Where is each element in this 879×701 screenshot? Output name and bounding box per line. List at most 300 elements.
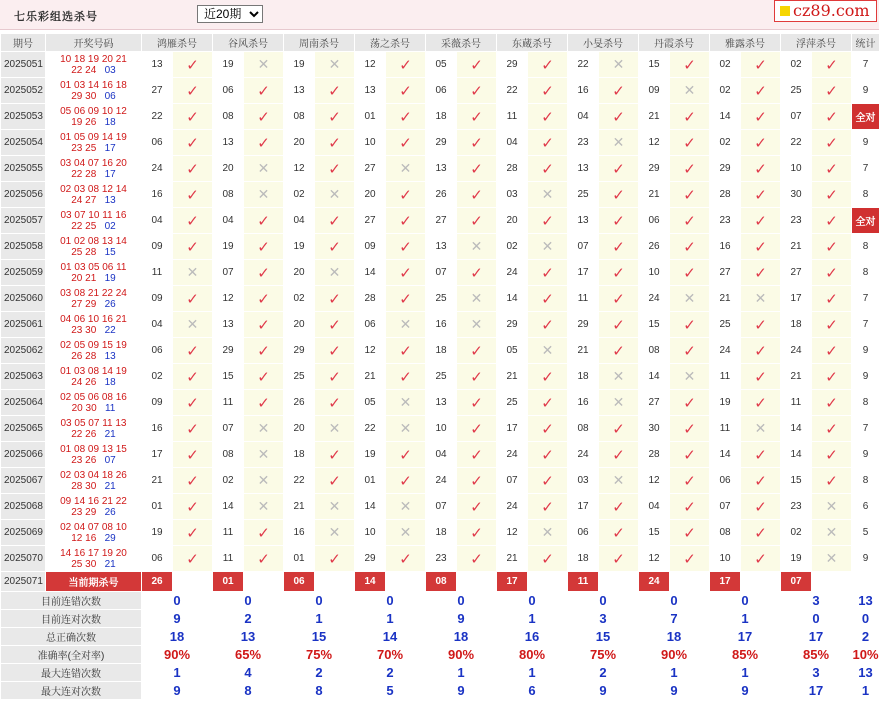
draw-numbers-main: 03 04 07 16 20 xyxy=(60,157,127,169)
draw-numbers-cell xyxy=(46,416,142,442)
table-row xyxy=(1,468,879,494)
kill-number-cell: 28 xyxy=(497,156,528,182)
spacer xyxy=(96,299,104,310)
kill-number-cell: 23 xyxy=(710,208,741,234)
check-icon: ✓ xyxy=(528,286,568,312)
check-icon: ✓ xyxy=(244,312,284,338)
draw-numbers-main: 01 08 09 13 15 xyxy=(60,443,127,455)
stats-value: 14 xyxy=(355,628,426,646)
stats-value: 2 xyxy=(355,664,426,682)
check-icon: ✓ xyxy=(741,52,781,78)
kill-number-cell: 27 xyxy=(355,208,386,234)
draw-numbers-cell xyxy=(46,546,142,572)
kill-number-cell: 22 xyxy=(781,130,812,156)
draw-numbers-main: 02 04 07 08 10 xyxy=(60,521,127,533)
table-row xyxy=(1,52,879,78)
kill-number-cell: 08 xyxy=(213,104,244,130)
check-icon: ✓ xyxy=(315,312,355,338)
kill-number-cell: 04 xyxy=(284,208,315,234)
total-cell: 6 xyxy=(852,494,879,520)
check-icon: ✓ xyxy=(599,208,639,234)
check-icon: ✓ xyxy=(812,442,852,468)
stats-value: 1 xyxy=(710,610,781,628)
check-icon: ✓ xyxy=(599,260,639,286)
kill-number-cell: 01 xyxy=(284,546,315,572)
spacer xyxy=(96,559,104,570)
table-row xyxy=(1,312,879,338)
kill-number-cell: 24 xyxy=(426,468,457,494)
check-icon: ✓ xyxy=(599,182,639,208)
column-header-expert[interactable]: 浮萍杀号 xyxy=(781,34,852,52)
check-icon: ✓ xyxy=(244,390,284,416)
check-icon: ✓ xyxy=(244,364,284,390)
kill-number-cell: 19 xyxy=(213,52,244,78)
draw-numbers-tail: 24 27 xyxy=(71,194,97,206)
draw-numbers-cell xyxy=(46,286,142,312)
column-header-expert[interactable]: 东蔵杀号 xyxy=(497,34,568,52)
draw-numbers-main: 03 07 10 11 16 xyxy=(60,209,127,221)
check-icon: ✓ xyxy=(812,468,852,494)
stats-value: 1 xyxy=(355,610,426,628)
draw-numbers-main: 01 03 08 14 19 xyxy=(60,365,127,377)
period-range-select[interactable] xyxy=(197,5,263,23)
check-icon: ✓ xyxy=(315,286,355,312)
check-icon: ✓ xyxy=(741,338,781,364)
stats-value: 15 xyxy=(284,628,355,646)
kill-number-cell: 15 xyxy=(639,312,670,338)
kill-number-cell: 23 xyxy=(781,494,812,520)
kill-number-cell: 06 xyxy=(355,312,386,338)
cross-icon: ✕ xyxy=(599,468,639,494)
draw-numbers-cell xyxy=(46,468,142,494)
stats-row xyxy=(1,664,879,682)
kill-number-cell: 27 xyxy=(142,78,173,104)
draw-numbers-tail: 22 24 xyxy=(71,64,97,76)
check-icon: ✓ xyxy=(670,234,710,260)
spacer xyxy=(96,429,104,440)
kill-number-cell: 12 xyxy=(639,546,670,572)
check-icon: ✓ xyxy=(457,104,497,130)
kill-number-cell: 26 xyxy=(639,234,670,260)
draw-numbers-main: 01 03 14 16 18 xyxy=(60,79,127,91)
period-cell: 2025053 xyxy=(1,104,46,130)
check-icon: ✓ xyxy=(528,494,568,520)
check-icon: ✓ xyxy=(386,546,426,572)
kill-number-cell: 06 xyxy=(710,468,741,494)
stats-value: 0 xyxy=(781,610,852,628)
column-header-expert[interactable]: 谷风杀号 xyxy=(213,34,284,52)
stats-value: 75% xyxy=(568,646,639,664)
cross-icon: ✕ xyxy=(386,390,426,416)
kill-number-cell: 25 xyxy=(710,312,741,338)
check-icon: ✓ xyxy=(741,156,781,182)
current-kill-number: 01 xyxy=(213,572,244,592)
check-icon: ✓ xyxy=(457,468,497,494)
check-icon: ✓ xyxy=(173,364,213,390)
check-icon: ✓ xyxy=(457,520,497,546)
cross-icon: ✕ xyxy=(315,520,355,546)
column-header-expert[interactable]: 荡之杀号 xyxy=(355,34,426,52)
check-icon: ✓ xyxy=(457,494,497,520)
spacer xyxy=(96,247,104,258)
check-icon: ✓ xyxy=(599,494,639,520)
stats-value: 0 xyxy=(355,592,426,610)
kill-number-cell: 02 xyxy=(710,52,741,78)
kill-number-cell: 13 xyxy=(568,208,599,234)
current-kill-blank xyxy=(386,572,426,592)
kill-number-cell: 20 xyxy=(497,208,528,234)
check-icon: ✓ xyxy=(741,494,781,520)
stats-value: 3 xyxy=(568,610,639,628)
kill-number-cell: 22 xyxy=(284,468,315,494)
kill-number-cell: 27 xyxy=(355,156,386,182)
check-icon: ✓ xyxy=(812,260,852,286)
check-icon: ✓ xyxy=(741,208,781,234)
check-icon: ✓ xyxy=(741,520,781,546)
draw-numbers-cell xyxy=(46,494,142,520)
check-icon: ✓ xyxy=(457,416,497,442)
period-cell: 2025070 xyxy=(1,546,46,572)
kill-number-cell: 14 xyxy=(710,442,741,468)
draw-numbers-cell xyxy=(46,130,142,156)
draw-numbers-tail: 29 30 xyxy=(71,90,97,102)
kill-number-cell: 22 xyxy=(568,52,599,78)
check-icon: ✓ xyxy=(386,52,426,78)
stats-value: 0 xyxy=(142,592,213,610)
kill-number-cell: 09 xyxy=(142,390,173,416)
draw-numbers-tail: 23 26 xyxy=(71,454,97,466)
check-icon: ✓ xyxy=(670,546,710,572)
table-row xyxy=(1,78,879,104)
kill-number-cell: 29 xyxy=(284,338,315,364)
kill-number-cell: 06 xyxy=(142,338,173,364)
stats-value: 2 xyxy=(568,664,639,682)
check-icon: ✓ xyxy=(173,182,213,208)
check-icon: ✓ xyxy=(528,468,568,494)
cross-icon: ✕ xyxy=(599,52,639,78)
stats-value: 7 xyxy=(639,610,710,628)
cross-icon: ✕ xyxy=(812,546,852,572)
stats-value: 0 xyxy=(639,592,710,610)
current-kill-number: 17 xyxy=(497,572,528,592)
check-icon: ✓ xyxy=(812,234,852,260)
check-icon: ✓ xyxy=(315,442,355,468)
check-icon: ✓ xyxy=(315,104,355,130)
table-row xyxy=(1,390,879,416)
kill-number-cell: 15 xyxy=(781,468,812,494)
cross-icon: ✕ xyxy=(386,520,426,546)
table-row xyxy=(1,364,879,390)
kill-number-cell: 18 xyxy=(568,546,599,572)
logo-text: cz89.com xyxy=(793,1,870,20)
total-cell: 7 xyxy=(852,156,879,182)
stats-value: 17 xyxy=(781,628,852,646)
kill-number-cell: 17 xyxy=(781,286,812,312)
kill-number-cell: 11 xyxy=(497,104,528,130)
check-icon: ✓ xyxy=(244,104,284,130)
check-icon: ✓ xyxy=(528,52,568,78)
column-header-expert[interactable]: 小旻杀号 xyxy=(568,34,639,52)
kill-number-cell: 09 xyxy=(142,234,173,260)
current-kill-number: 14 xyxy=(355,572,386,592)
stats-value: 0 xyxy=(710,592,781,610)
kill-number-cell: 07 xyxy=(568,234,599,260)
check-icon: ✓ xyxy=(599,338,639,364)
check-icon: ✓ xyxy=(386,468,426,494)
check-icon: ✓ xyxy=(315,78,355,104)
draw-special-number: 17 xyxy=(104,142,116,154)
check-icon: ✓ xyxy=(315,130,355,156)
kill-number-cell: 02 xyxy=(781,520,812,546)
check-icon: ✓ xyxy=(173,390,213,416)
column-header-expert[interactable]: 鸿雁杀号 xyxy=(142,34,213,52)
kill-number-cell: 18 xyxy=(426,104,457,130)
check-icon: ✓ xyxy=(670,104,710,130)
stats-value: 90% xyxy=(142,646,213,664)
current-kill-blank xyxy=(315,572,355,592)
column-header-expert[interactable]: 周南杀号 xyxy=(284,34,355,52)
kill-number-cell: 24 xyxy=(497,442,528,468)
check-icon: ✓ xyxy=(670,208,710,234)
stats-value: 18 xyxy=(426,628,497,646)
spacer xyxy=(97,403,105,414)
kill-number-cell: 02 xyxy=(781,52,812,78)
stats-total: 1 xyxy=(852,682,879,700)
check-icon: ✓ xyxy=(173,520,213,546)
cross-icon: ✕ xyxy=(315,494,355,520)
cross-icon: ✕ xyxy=(244,494,284,520)
kill-number-cell: 02 xyxy=(497,234,528,260)
check-icon: ✓ xyxy=(812,312,852,338)
check-icon: ✓ xyxy=(173,494,213,520)
logo-square-icon xyxy=(780,6,790,16)
kill-number-cell: 04 xyxy=(497,130,528,156)
cross-icon: ✕ xyxy=(244,156,284,182)
draw-numbers-cell xyxy=(46,338,142,364)
check-icon: ✓ xyxy=(812,286,852,312)
draw-special-number: 26 xyxy=(104,298,116,310)
kill-number-table xyxy=(0,33,879,700)
current-kill-label: 当前期杀号 xyxy=(46,572,142,592)
kill-number-cell: 21 xyxy=(497,546,528,572)
draw-numbers-main: 02 03 04 18 26 xyxy=(60,469,127,481)
total-cell: 9 xyxy=(852,442,879,468)
kill-number-cell: 23 xyxy=(781,208,812,234)
table-row xyxy=(1,494,879,520)
stats-value: 1 xyxy=(284,610,355,628)
check-icon: ✓ xyxy=(173,156,213,182)
cross-icon: ✕ xyxy=(741,286,781,312)
check-icon: ✓ xyxy=(670,390,710,416)
check-icon: ✓ xyxy=(528,364,568,390)
kill-number-cell: 04 xyxy=(568,104,599,130)
kill-number-cell: 23 xyxy=(568,130,599,156)
stats-value: 9 xyxy=(568,682,639,700)
kill-number-cell: 14 xyxy=(710,104,741,130)
kill-number-cell: 11 xyxy=(213,390,244,416)
kill-number-cell: 11 xyxy=(781,390,812,416)
kill-number-cell: 12 xyxy=(355,52,386,78)
check-icon: ✓ xyxy=(812,78,852,104)
kill-number-cell: 17 xyxy=(497,416,528,442)
kill-number-cell: 06 xyxy=(568,520,599,546)
kill-number-cell: 16 xyxy=(142,182,173,208)
cross-icon: ✕ xyxy=(670,286,710,312)
draw-numbers-tail: 25 28 xyxy=(71,246,97,258)
stats-value: 9 xyxy=(426,682,497,700)
column-header-expert[interactable]: 丹霞杀号 xyxy=(639,34,710,52)
spacer xyxy=(96,377,104,388)
check-icon: ✓ xyxy=(528,156,568,182)
kill-number-cell: 12 xyxy=(284,156,315,182)
stats-total: 13 xyxy=(852,664,879,682)
kill-number-cell: 19 xyxy=(284,234,315,260)
check-icon: ✓ xyxy=(599,234,639,260)
check-icon: ✓ xyxy=(528,416,568,442)
table-row xyxy=(1,416,879,442)
all-correct-badge: 全对 xyxy=(852,208,879,234)
check-icon: ✓ xyxy=(244,546,284,572)
stats-value: 3 xyxy=(781,592,852,610)
kill-number-cell: 09 xyxy=(355,234,386,260)
draw-numbers-cell xyxy=(46,520,142,546)
kill-number-cell: 28 xyxy=(639,442,670,468)
check-icon: ✓ xyxy=(741,104,781,130)
draw-numbers-main: 05 06 09 10 12 xyxy=(60,105,127,117)
check-icon: ✓ xyxy=(812,130,852,156)
kill-number-cell: 06 xyxy=(639,208,670,234)
kill-number-cell: 20 xyxy=(213,156,244,182)
draw-numbers-main: 10 18 19 20 21 xyxy=(60,53,127,65)
site-logo[interactable] xyxy=(774,0,877,22)
draw-numbers-main: 01 02 08 13 14 xyxy=(60,235,127,247)
period-cell: 2025061 xyxy=(1,312,46,338)
check-icon: ✓ xyxy=(315,338,355,364)
kill-number-cell: 10 xyxy=(355,520,386,546)
check-icon: ✓ xyxy=(599,416,639,442)
header-row xyxy=(1,34,879,52)
stats-total: 13 xyxy=(852,592,879,610)
kill-number-cell: 12 xyxy=(355,338,386,364)
spacer xyxy=(96,455,104,466)
check-icon: ✓ xyxy=(741,182,781,208)
check-icon: ✓ xyxy=(528,104,568,130)
check-icon: ✓ xyxy=(670,182,710,208)
kill-number-cell: 19 xyxy=(142,520,173,546)
stats-value: 18 xyxy=(639,628,710,646)
cross-icon: ✕ xyxy=(670,78,710,104)
cross-icon: ✕ xyxy=(528,182,568,208)
check-icon: ✓ xyxy=(812,390,852,416)
spacer xyxy=(96,351,104,362)
draw-special-number: 18 xyxy=(104,116,116,128)
check-icon: ✓ xyxy=(812,416,852,442)
cross-icon: ✕ xyxy=(244,182,284,208)
cross-icon: ✕ xyxy=(528,338,568,364)
cross-icon: ✕ xyxy=(457,286,497,312)
stats-value: 5 xyxy=(355,682,426,700)
stats-value: 17 xyxy=(781,682,852,700)
column-header-expert[interactable]: 采薇杀号 xyxy=(426,34,497,52)
kill-number-cell: 02 xyxy=(213,468,244,494)
cross-icon: ✕ xyxy=(386,312,426,338)
spacer xyxy=(96,533,104,544)
kill-number-cell: 16 xyxy=(568,78,599,104)
cross-icon: ✕ xyxy=(457,312,497,338)
check-icon: ✓ xyxy=(173,338,213,364)
spacer xyxy=(96,143,104,154)
check-icon: ✓ xyxy=(173,468,213,494)
stats-value: 1 xyxy=(426,664,497,682)
check-icon: ✓ xyxy=(741,130,781,156)
kill-number-cell: 16 xyxy=(142,416,173,442)
draw-special-number: 13 xyxy=(104,350,116,362)
draw-numbers-cell xyxy=(46,234,142,260)
cross-icon: ✕ xyxy=(457,234,497,260)
kill-number-cell: 21 xyxy=(497,364,528,390)
check-icon: ✓ xyxy=(386,364,426,390)
check-icon: ✓ xyxy=(599,104,639,130)
kill-number-cell: 20 xyxy=(284,312,315,338)
stats-value: 70% xyxy=(355,646,426,664)
total-cell: 8 xyxy=(852,468,879,494)
check-icon: ✓ xyxy=(599,442,639,468)
kill-number-cell: 06 xyxy=(142,130,173,156)
kill-number-cell: 26 xyxy=(426,182,457,208)
kill-number-cell: 16 xyxy=(284,520,315,546)
check-icon: ✓ xyxy=(315,468,355,494)
kill-number-cell: 20 xyxy=(284,416,315,442)
current-kill-blank xyxy=(599,572,639,592)
kill-number-cell: 21 xyxy=(639,182,670,208)
table-row xyxy=(1,156,879,182)
kill-number-cell: 25 xyxy=(426,286,457,312)
current-kill-number: 06 xyxy=(284,572,315,592)
stats-total: 0 xyxy=(852,610,879,628)
period-cell: 2025056 xyxy=(1,182,46,208)
check-icon: ✓ xyxy=(741,364,781,390)
spacer xyxy=(96,169,104,180)
current-kill-number: 08 xyxy=(426,572,457,592)
kill-number-cell: 12 xyxy=(639,468,670,494)
check-icon: ✓ xyxy=(599,312,639,338)
kill-number-cell: 19 xyxy=(355,442,386,468)
current-kill-number: 24 xyxy=(639,572,670,592)
column-header-expert[interactable]: 雅露杀号 xyxy=(710,34,781,52)
kill-number-cell: 04 xyxy=(639,494,670,520)
kill-number-cell: 04 xyxy=(213,208,244,234)
check-icon: ✓ xyxy=(741,260,781,286)
kill-number-cell: 14 xyxy=(497,286,528,312)
check-icon: ✓ xyxy=(386,338,426,364)
spacer xyxy=(96,507,104,518)
period-cell: 2025063 xyxy=(1,364,46,390)
check-icon: ✓ xyxy=(741,312,781,338)
draw-numbers-tail: 20 21 xyxy=(71,272,97,284)
kill-number-cell: 02 xyxy=(142,364,173,390)
draw-numbers-cell xyxy=(46,52,142,78)
period-cell: 2025051 xyxy=(1,52,46,78)
kill-number-cell: 24 xyxy=(497,260,528,286)
draw-numbers-main: 04 06 10 16 21 xyxy=(60,313,127,325)
kill-number-cell: 28 xyxy=(710,182,741,208)
kill-number-cell: 03 xyxy=(568,468,599,494)
kill-number-cell: 24 xyxy=(639,286,670,312)
stats-total: 2 xyxy=(852,628,879,646)
check-icon: ✓ xyxy=(244,208,284,234)
check-icon: ✓ xyxy=(812,156,852,182)
total-cell: 7 xyxy=(852,286,879,312)
